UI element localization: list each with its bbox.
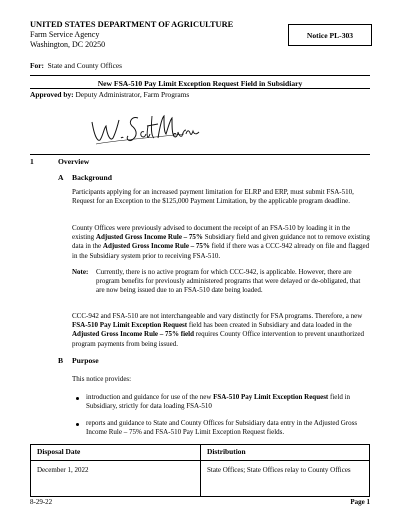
disposal-date-header: Disposal Date <box>31 445 201 461</box>
for-value: State and County Offices <box>47 61 123 70</box>
section-number: 1 <box>30 157 34 166</box>
for-line <box>30 61 122 70</box>
purpose-item-2: reports and guidance to State and County Offices for Subsidiary data entry in the Adjusted Gross Income Rule – 75% and FSA-510 Pay Limit Exception Request fields. <box>86 419 358 437</box>
divider <box>30 88 370 89</box>
footer-date: 8-29-22 <box>30 498 53 506</box>
divider <box>30 75 370 76</box>
subsection-title-purpose: Purpose <box>72 356 99 365</box>
bullet-icon <box>76 397 79 400</box>
agency-city: Washington, DC 20250 <box>30 40 106 49</box>
distribution-header: Distribution <box>201 445 370 461</box>
table-row <box>31 461 370 497</box>
signature <box>88 104 202 154</box>
department-name: UNITED STATES DEPARTMENT OF AGRICULTURE <box>30 20 234 29</box>
note-text: Currently, there is no active program for which CCC-942, is applicable. However, there are program benefits for previously administered programs that were delayed or de-obligated, that are now being issued due to an FSA-510 date being loaded. <box>96 268 361 295</box>
note-label: Note: <box>72 268 89 276</box>
notice-number-box: Notice PL-303 <box>288 24 372 46</box>
notice-subject: New FSA-510 Pay Limit Exception Request Field in Subsidiary <box>97 79 303 88</box>
background-paragraph-2: County Offices were previously advised to document the receipt of an FSA-510 by loading it in the existing Adjusted Gross Income Rule – 75% Subsidiary field and given guidance not to remove existing data in the Adjusted Gross Income Rule – 75% field if there was a CCC-942 already on file and flagged in the Subsidiary system prior to receiving FSA-510. <box>72 224 370 260</box>
for-label: For: <box>30 61 44 70</box>
agency-header <box>30 20 233 50</box>
agency-name: Farm Service Agency <box>30 30 100 39</box>
divider <box>30 154 370 155</box>
subsection-letter: A <box>58 173 64 182</box>
purpose-item-1: introduction and guidance for use of the new FSA-510 Pay Limit Exception Request field in Subsidiary, strictly for data loading FSA-510 <box>86 393 351 411</box>
distribution-value: State Offices; State Offices relay to County Offices <box>201 461 370 497</box>
section-title-overview: Overview <box>58 157 90 166</box>
disposal-table <box>30 444 370 497</box>
bullet-icon <box>76 423 79 426</box>
approved-by-line <box>30 90 189 99</box>
purpose-intro: This notice provides: <box>72 375 132 383</box>
approved-by-value: Deputy Administrator, Farm Programs <box>75 90 190 99</box>
footer-page: Page 1 <box>350 498 370 506</box>
subsection-letter: B <box>58 356 64 365</box>
table-row <box>31 445 370 461</box>
subsection-title-background: Background <box>72 173 112 182</box>
approved-by-label: Approved by: <box>30 90 74 99</box>
background-paragraph-3: CCC-942 and FSA-510 are not interchangeable and vary distinctly for FSA programs. Therefore, a new FSA-510 Pay Limit Exception Request field has been created in Subsidiary and data loaded in the Adjusted Gross Income Rule – 75% field requires County Office intervention to prevent unauthorized program payments from being issued. <box>72 312 364 348</box>
disposal-date-value: December 1, 2022 <box>31 461 201 497</box>
background-paragraph-1: Participants applying for an increased payment limitation for ELRP and ERP, must submit FSA-510, Request for an Exception to the $125,000 Payment Limitation, by the applicable program deadline. <box>72 188 354 206</box>
